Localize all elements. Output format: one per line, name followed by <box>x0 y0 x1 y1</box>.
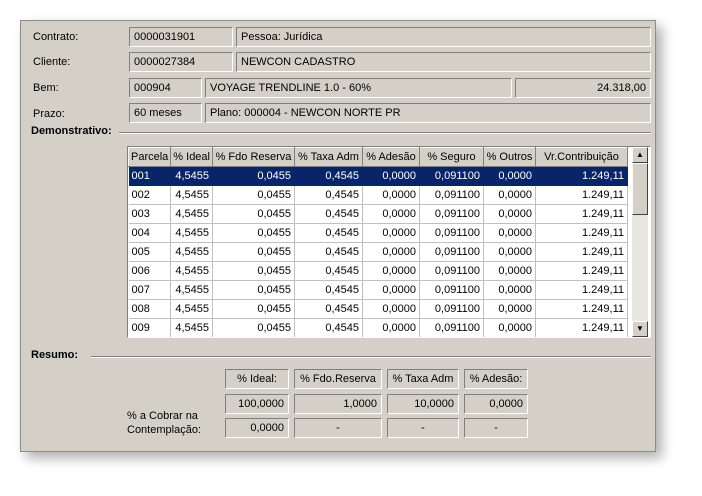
grid-cell: 0,0455 <box>213 224 295 243</box>
grid-cell: 0,091100 <box>420 300 484 319</box>
resumo-value-adesao: 0,0000 <box>464 394 528 414</box>
grid-cell: 1.249,11 <box>536 319 628 338</box>
grid-cell: 004 <box>129 224 171 243</box>
bem-codigo-field: 000904 <box>129 78 202 98</box>
grid-cell: 0,0000 <box>484 224 536 243</box>
grid-cell: 0,0000 <box>484 319 536 338</box>
grid-cell: 1.249,11 <box>536 186 628 205</box>
bem-valor-field: 24.318,00 <box>515 78 651 98</box>
grid-cell: 0,0000 <box>363 319 420 338</box>
cobrar-value-ideal: 0,0000 <box>225 418 289 438</box>
plano-field: Plano: 000004 - NEWCON NORTE PR <box>205 103 651 123</box>
grid-cell: 002 <box>129 186 171 205</box>
grid-cell: 0,0000 <box>484 300 536 319</box>
grid-cell: 0,4545 <box>295 243 363 262</box>
grid-cell: 0,091100 <box>420 281 484 300</box>
scroll-thumb[interactable] <box>632 163 648 215</box>
demonstrativo-divider <box>119 132 651 134</box>
grid-column-header[interactable]: % Ideal <box>171 148 213 167</box>
grid-cell: 003 <box>129 205 171 224</box>
resumo-title: Resumo: <box>31 349 79 361</box>
grid-cell: 0,4545 <box>295 205 363 224</box>
grid-cell: 0,4545 <box>295 319 363 338</box>
bem-label: Bem: <box>33 82 59 94</box>
cobrar-value-taxa-adm: - <box>387 418 459 438</box>
grid-cell: 0,0000 <box>363 167 420 186</box>
grid-cell: 0,0000 <box>363 281 420 300</box>
grid-cell: 0,4545 <box>295 281 363 300</box>
table-row[interactable] <box>129 243 628 262</box>
grid-cell: 0,091100 <box>420 167 484 186</box>
table-row[interactable] <box>129 262 628 281</box>
grid-cell: 0,0000 <box>363 300 420 319</box>
grid-cell: 006 <box>129 262 171 281</box>
grid-cell: 4,5455 <box>171 300 213 319</box>
grid-cell: 0,0000 <box>484 205 536 224</box>
grid-cell: 0,4545 <box>295 167 363 186</box>
cobrar-value-fdo-reserva: - <box>294 418 382 438</box>
grid-cell: 4,5455 <box>171 224 213 243</box>
cliente-label: Cliente: <box>33 56 71 68</box>
cliente-codigo-field: 0000027384 <box>129 52 233 72</box>
grid-cell: 0,0000 <box>363 205 420 224</box>
grid-cell: 0,091100 <box>420 224 484 243</box>
contrato-label: Contrato: <box>33 31 79 43</box>
resumo-header-taxa-adm: % Taxa Adm <box>387 369 459 389</box>
grid-cell: 0,0000 <box>363 262 420 281</box>
table-row[interactable] <box>129 186 628 205</box>
resumo-value-fdo-reserva: 1,0000 <box>294 394 382 414</box>
grid-cell: 0,0000 <box>484 281 536 300</box>
contrato-numero-field: 0000031901 <box>129 27 233 47</box>
grid-cell: 0,0000 <box>484 243 536 262</box>
demonstrativo-grid[interactable] <box>127 146 651 338</box>
grid-cell: 0,091100 <box>420 186 484 205</box>
grid-cell: 0,0000 <box>363 224 420 243</box>
grid-cell: 4,5455 <box>171 319 213 338</box>
bem-descricao-field: VOYAGE TRENDLINE 1.0 - 60% <box>205 78 512 98</box>
grid-cell: 4,5455 <box>171 167 213 186</box>
grid-cell: 0,0455 <box>213 167 295 186</box>
grid-cell: 009 <box>129 319 171 338</box>
grid-cell: 4,5455 <box>171 262 213 281</box>
contract-window <box>20 20 656 452</box>
pessoa-field: Pessoa: Jurídica <box>236 27 651 47</box>
grid-cell: 0,4545 <box>295 186 363 205</box>
table-row[interactable] <box>129 319 628 338</box>
grid-cell: 0,0000 <box>363 243 420 262</box>
prazo-label: Prazo: <box>33 108 65 120</box>
resumo-header-ideal: % Ideal: <box>225 369 289 389</box>
scroll-down-icon[interactable]: ▼ <box>632 321 648 337</box>
grid-column-header[interactable]: Parcela <box>129 148 171 167</box>
grid-column-header[interactable]: Vr.Contribuição <box>536 148 628 167</box>
grid-cell: 0,091100 <box>420 205 484 224</box>
grid-column-header[interactable]: % Fdo Reserva <box>213 148 295 167</box>
demonstrativo-title: Demonstrativo: <box>31 125 112 137</box>
grid-cell: 1.249,11 <box>536 262 628 281</box>
demonstrativo-table <box>128 147 628 338</box>
grid-cell: 0,4545 <box>295 300 363 319</box>
grid-cell: 4,5455 <box>171 243 213 262</box>
grid-cell: 008 <box>129 300 171 319</box>
table-row[interactable] <box>129 300 628 319</box>
grid-cell: 1.249,11 <box>536 300 628 319</box>
grid-column-header[interactable]: % Adesão <box>363 148 420 167</box>
grid-cell: 4,5455 <box>171 186 213 205</box>
prazo-field: 60 meses <box>129 103 202 123</box>
resumo-value-taxa-adm: 10,0000 <box>387 394 459 414</box>
table-row[interactable] <box>129 167 628 186</box>
grid-column-header[interactable]: % Outros <box>484 148 536 167</box>
cliente-nome-field: NEWCON CADASTRO <box>236 52 651 72</box>
table-row[interactable] <box>129 281 628 300</box>
table-row[interactable] <box>129 205 628 224</box>
grid-cell: 0,091100 <box>420 319 484 338</box>
grid-cell: 1.249,11 <box>536 167 628 186</box>
cobrar-label-line2: Contemplação: <box>127 424 201 436</box>
grid-cell: 1.249,11 <box>536 243 628 262</box>
grid-cell: 0,0455 <box>213 186 295 205</box>
cobrar-label-line1: % a Cobrar na <box>127 410 198 422</box>
grid-cell: 0,4545 <box>295 262 363 281</box>
grid-cell: 0,0455 <box>213 243 295 262</box>
scroll-up-icon[interactable]: ▲ <box>632 147 648 163</box>
grid-cell: 0,0000 <box>484 167 536 186</box>
grid-cell: 0,0455 <box>213 205 295 224</box>
cobrar-value-adesao: - <box>464 418 528 438</box>
grid-cell: 0,0455 <box>213 300 295 319</box>
resumo-value-ideal: 100,0000 <box>225 394 289 414</box>
grid-cell: 0,091100 <box>420 243 484 262</box>
grid-cell: 001 <box>129 167 171 186</box>
grid-cell: 0,091100 <box>420 262 484 281</box>
grid-cell: 0,0000 <box>484 186 536 205</box>
grid-cell: 1.249,11 <box>536 224 628 243</box>
grid-column-header[interactable]: % Taxa Adm <box>295 148 363 167</box>
resumo-divider <box>91 356 651 358</box>
grid-cell: 007 <box>129 281 171 300</box>
grid-cell: 0,0455 <box>213 319 295 338</box>
grid-cell: 0,0000 <box>484 262 536 281</box>
grid-cell: 1.249,11 <box>536 205 628 224</box>
grid-cell: 0,4545 <box>295 224 363 243</box>
grid-cell: 1.249,11 <box>536 281 628 300</box>
grid-cell: 005 <box>129 243 171 262</box>
grid-cell: 4,5455 <box>171 281 213 300</box>
grid-column-header[interactable]: % Seguro <box>420 148 484 167</box>
resumo-header-adesao: % Adesão: <box>464 369 528 389</box>
grid-header-row <box>129 148 628 167</box>
grid-cell: 4,5455 <box>171 205 213 224</box>
grid-cell: 0,0455 <box>213 262 295 281</box>
resumo-header-fdo-reserva: % Fdo.Reserva <box>294 369 382 389</box>
grid-scrollbar[interactable] <box>632 147 648 337</box>
table-row[interactable] <box>129 224 628 243</box>
grid-cell: 0,0000 <box>363 186 420 205</box>
grid-cell: 0,0455 <box>213 281 295 300</box>
